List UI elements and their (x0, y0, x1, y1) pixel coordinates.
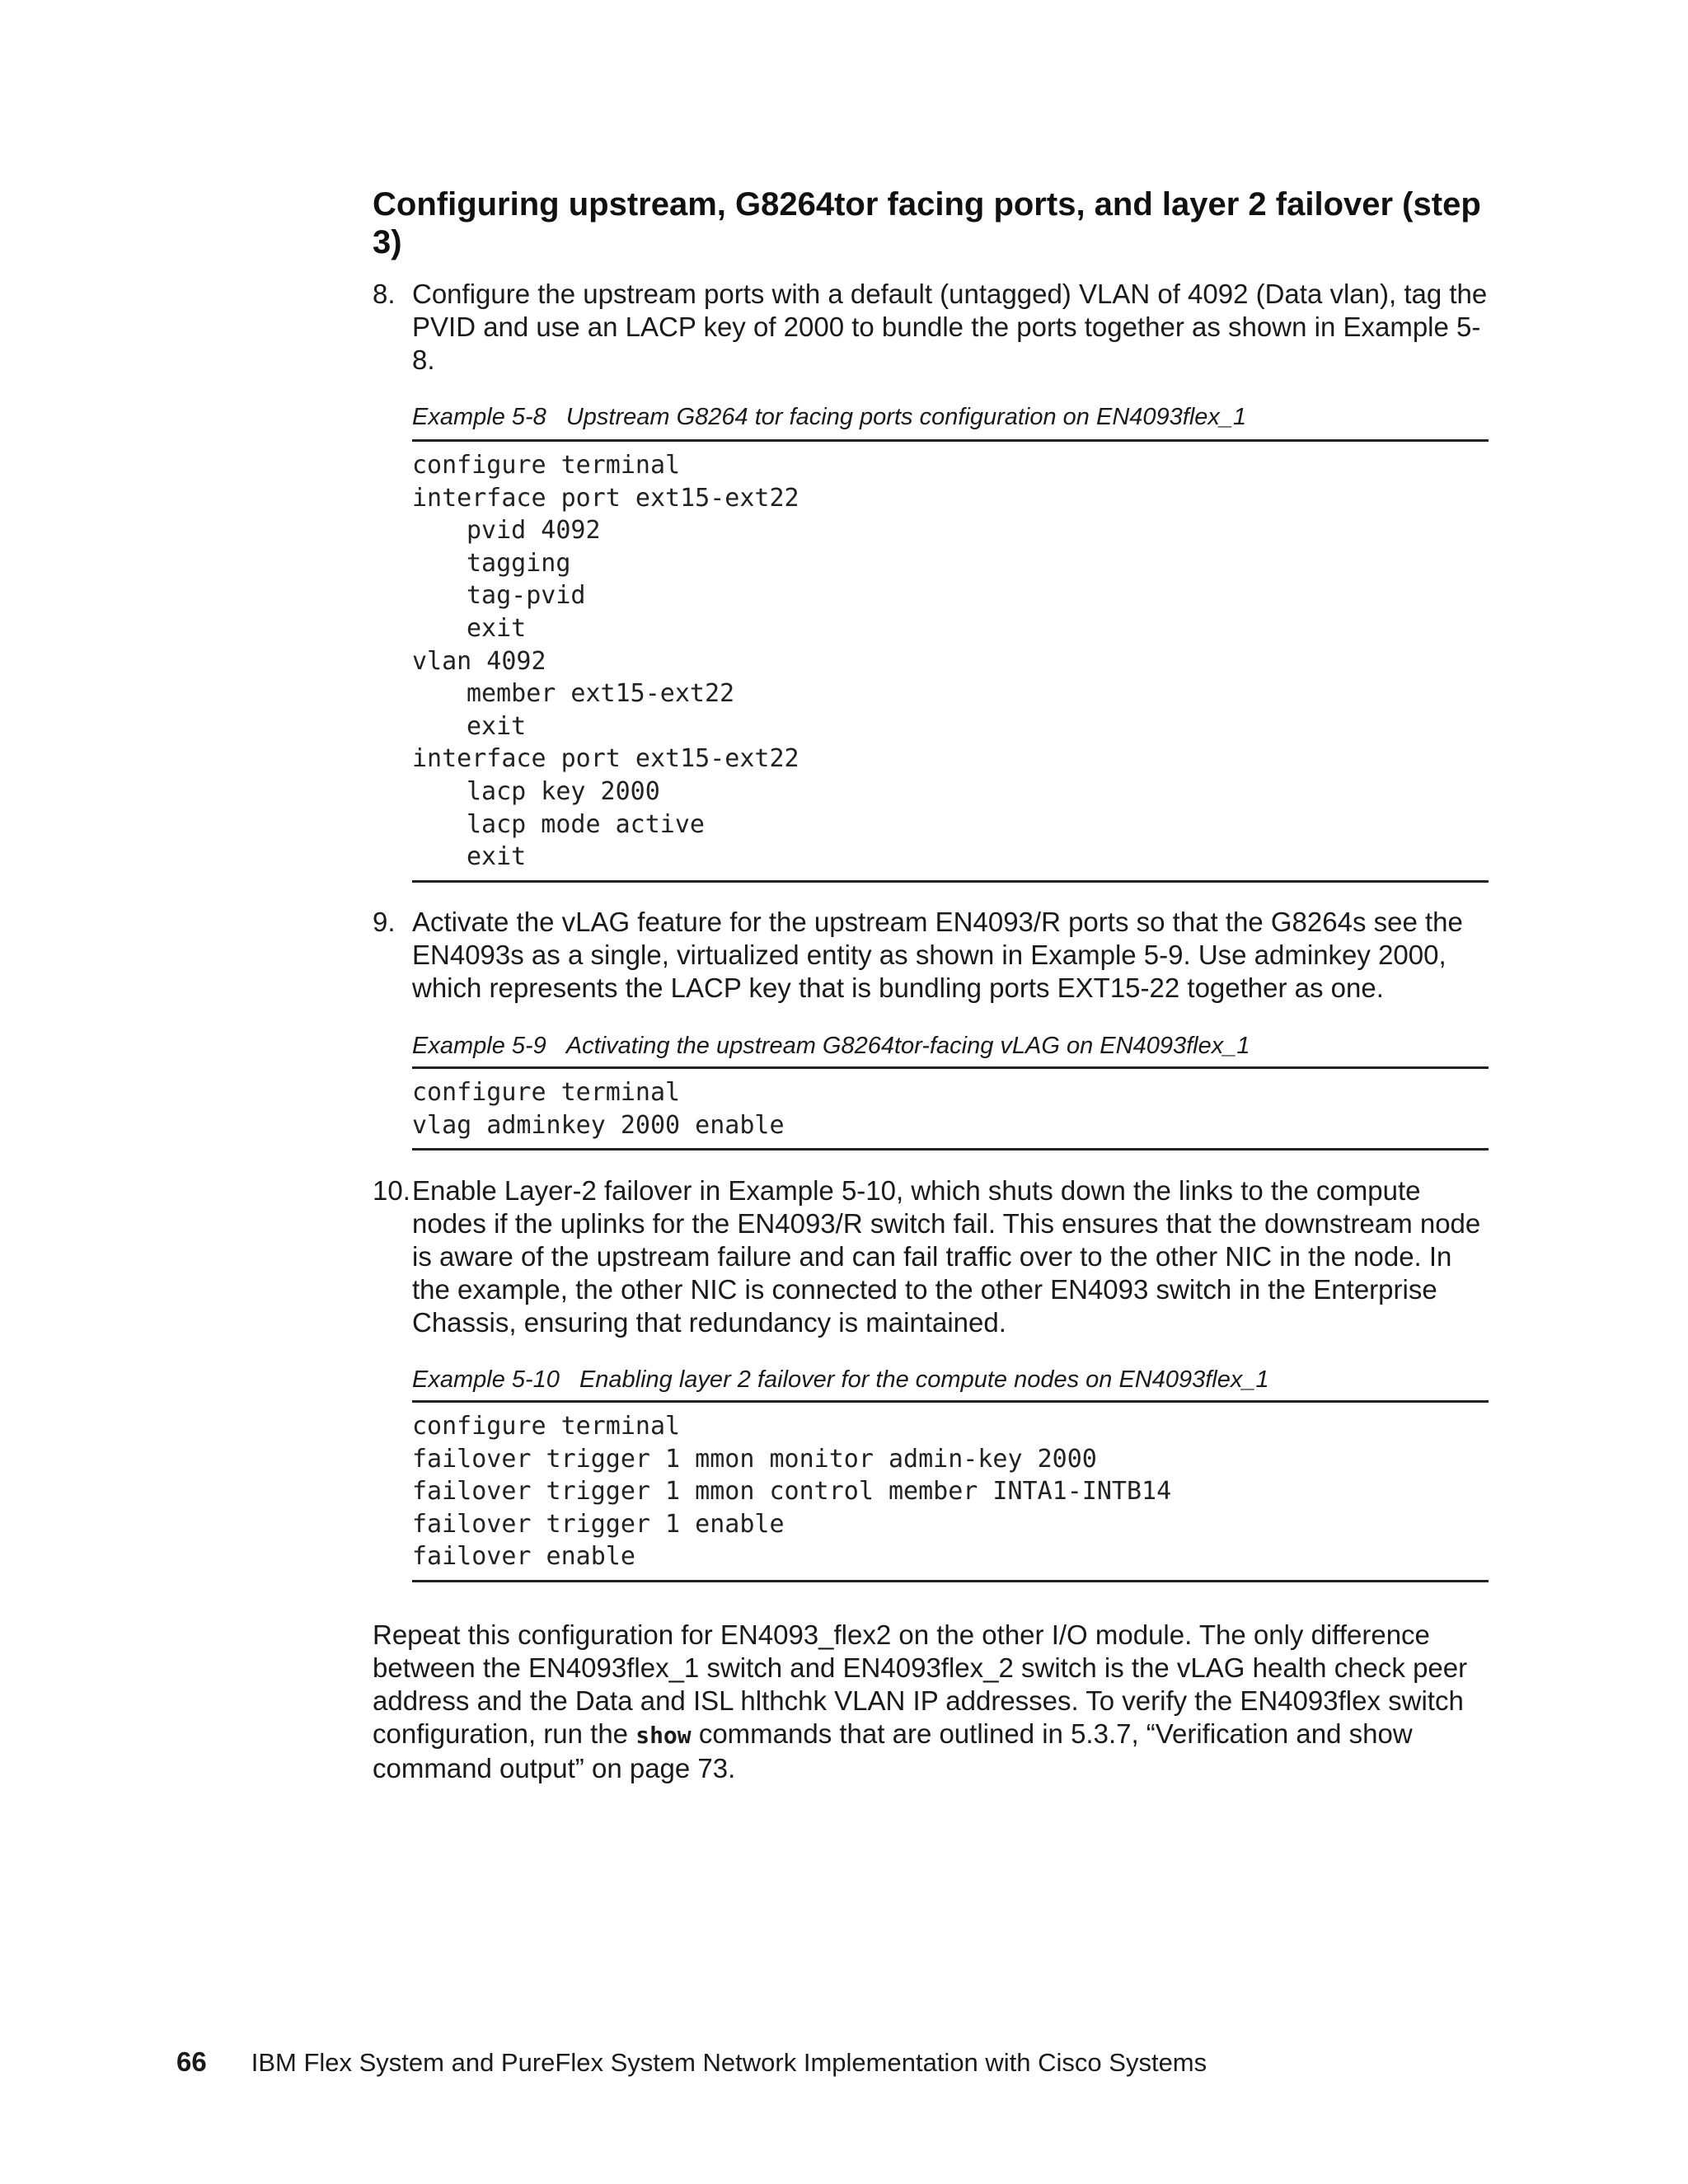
closing-text-before: Repeat this configuration for EN4093_flex2 on the other I/O module. The only difference between the EN4093flex_1 switch and EN4093flex_2 switch is the vLAG health check peer address and the Data and ISL hlthchk VLAN IP addresses. To verify the EN4093flex switch configuration, run the (373, 1619, 1468, 1749)
example-title: Enabling layer 2 failover for the compute nodes on EN4093flex_1 (579, 1366, 1269, 1393)
step-text: Configure the upstream ports with a default (untagged) VLAN of 4092 (Data vlan), tag the PVID and use an LACP key of 2000 to bundle the ports together as shown in Example 5-8. (412, 279, 1488, 375)
closing-paragraph (373, 1619, 1493, 1785)
page-footer (176, 2046, 1207, 2079)
code-line: configure terminal (412, 451, 681, 480)
example-5-8-code (412, 439, 1489, 883)
step-9 (373, 906, 1493, 1005)
book-title: IBM Flex System and PureFlex System Network Implementation with Cisco Systems (251, 2048, 1207, 2077)
example-label: Example 5-9 (412, 1033, 546, 1059)
code-line: exit (467, 842, 527, 872)
code-line: exit (467, 711, 527, 741)
closing-text-after: commands that are outlined in 5.3.7, “Verification and show command output” on page 73. (373, 1718, 1413, 1783)
code-line: vlag adminkey 2000 enable (412, 1110, 785, 1140)
example-title: Upstream G8264 tor facing ports configuration on EN4093flex_1 (565, 404, 1247, 430)
code-line: configure terminal (412, 1412, 681, 1441)
example-5-9-caption (412, 1031, 1492, 1061)
step-10 (373, 1174, 1493, 1339)
code-line: failover trigger 1 enable (412, 1509, 785, 1539)
code-line: failover enable (412, 1542, 635, 1572)
example-label: Example 5-10 (412, 1366, 560, 1393)
example-5-9-code (412, 1066, 1489, 1151)
show-command: show (635, 1722, 692, 1749)
example-label: Example 5-8 (412, 404, 546, 430)
example-title: Activating the upstream G8264tor-facing vLAG on EN4093flex_1 (565, 1033, 1250, 1059)
step-number: 10. (373, 1175, 410, 1206)
step-number: 8. (373, 279, 396, 309)
code-line: configure terminal (412, 1078, 681, 1107)
code-line: lacp key 2000 (467, 776, 660, 806)
step-number: 9. (373, 907, 396, 937)
code-line: lacp mode active (467, 809, 705, 839)
code-line: tagging (467, 548, 571, 578)
example-5-10-code (412, 1400, 1489, 1582)
step-8 (373, 278, 1493, 377)
page-number: 66 (176, 2046, 207, 2077)
example-5-8-caption (412, 402, 1492, 432)
code-line: interface port ext15-ext22 (412, 483, 799, 513)
step-text: Enable Layer-2 failover in Example 5-10, which shuts down the links to the compute nodes if the uplinks for the EN4093/R switch fail. This ensures that the downstream node is aware of the upstream failure and can fail traffic over to the other NIC in the node. In the example, the other NIC is connected to the other EN4093 switch in the Enterprise Chassis, ensuring that redundancy is maintained. (412, 1175, 1481, 1338)
step-text: Activate the vLAG feature for the upstream EN4093/R ports so that the G8264s see the EN4093s as a single, virtualized entity as shown in Example 5-9. Use adminkey 2000, which represents the LACP key that is bundling ports EXT15-22 together as one. (412, 907, 1463, 1003)
code-line: vlan 4092 (412, 646, 546, 676)
code-line: failover trigger 1 mmon control member INTA1-INTB14 (412, 1477, 1172, 1507)
code-line: failover trigger 1 mmon monitor admin-key 2000 (412, 1444, 1097, 1474)
section-heading: Configuring upstream, G8264tor facing ports, and layer 2 failover (step 3) (373, 186, 1481, 260)
example-5-10-caption (412, 1365, 1492, 1394)
code-line: interface port ext15-ext22 (412, 744, 799, 774)
code-line: member ext15-ext22 (467, 679, 735, 709)
code-line: exit (467, 613, 527, 643)
code-line: pvid 4092 (467, 516, 601, 546)
code-line: tag-pvid (467, 581, 586, 611)
